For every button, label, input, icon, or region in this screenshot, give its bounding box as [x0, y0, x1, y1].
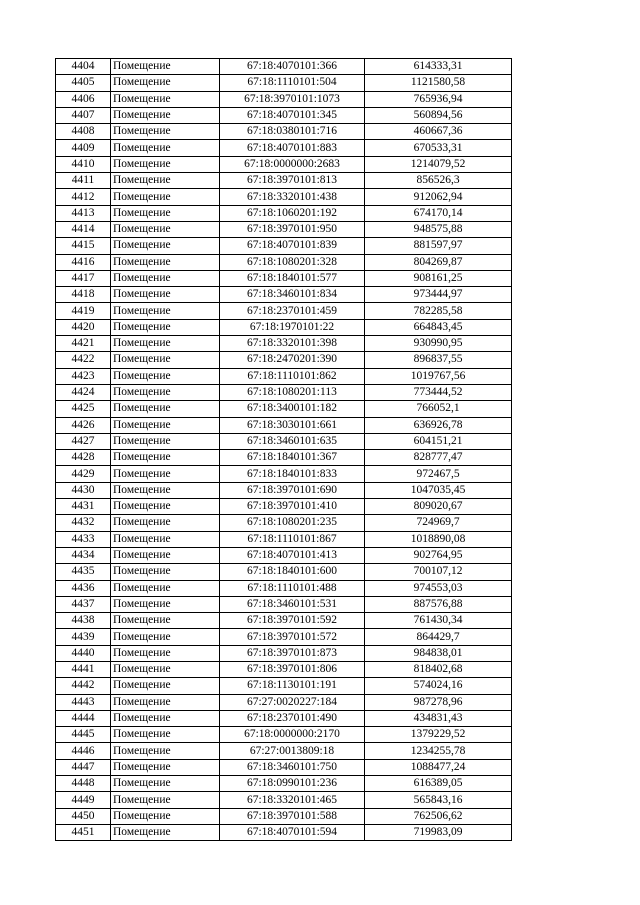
cadastral-number-cell: 67:18:1080201:235 [220, 515, 365, 531]
table-row [56, 221, 512, 237]
table-row [56, 613, 512, 629]
object-type-cell: Помещение [111, 710, 220, 726]
value-cell: 828777,47 [365, 450, 512, 466]
row-number-cell: 4420 [56, 319, 111, 335]
table-row [56, 238, 512, 254]
table-row [56, 629, 512, 645]
cadastral-number-cell: 67:18:1840101:577 [220, 270, 365, 286]
value-cell: 912062,94 [365, 189, 512, 205]
object-type-cell: Помещение [111, 352, 220, 368]
object-type-cell: Помещение [111, 824, 220, 840]
table-row [56, 727, 512, 743]
cadastral-number-cell: 67:18:3970101:572 [220, 629, 365, 645]
value-cell: 460667,36 [365, 124, 512, 140]
object-type-cell: Помещение [111, 499, 220, 515]
row-number-cell: 4421 [56, 336, 111, 352]
cadastral-number-cell: 67:18:0000000:2683 [220, 156, 365, 172]
value-cell: 809020,67 [365, 499, 512, 515]
table-row [56, 580, 512, 596]
value-cell: 1121580,58 [365, 75, 512, 91]
table-row [56, 189, 512, 205]
cadastral-number-cell: 67:18:3460101:531 [220, 596, 365, 612]
table-row [56, 547, 512, 563]
value-cell: 930990,95 [365, 336, 512, 352]
value-cell: 766052,1 [365, 401, 512, 417]
table-row [56, 645, 512, 661]
row-number-cell: 4418 [56, 287, 111, 303]
table-row [56, 124, 512, 140]
table-row [56, 433, 512, 449]
object-type-cell: Помещение [111, 401, 220, 417]
row-number-cell: 4445 [56, 727, 111, 743]
registry-table-body [56, 59, 512, 841]
cadastral-number-cell: 67:18:1080201:328 [220, 254, 365, 270]
value-cell: 1018890,08 [365, 531, 512, 547]
row-number-cell: 4434 [56, 547, 111, 563]
cadastral-number-cell: 67:18:3970101:813 [220, 173, 365, 189]
value-cell: 560894,56 [365, 107, 512, 123]
value-cell: 974553,03 [365, 580, 512, 596]
value-cell: 864429,7 [365, 629, 512, 645]
row-number-cell: 4410 [56, 156, 111, 172]
cadastral-number-cell: 67:18:4070101:883 [220, 140, 365, 156]
cadastral-number-cell: 67:18:3970101:806 [220, 661, 365, 677]
value-cell: 1214079,52 [365, 156, 512, 172]
row-number-cell: 4431 [56, 499, 111, 515]
table-row [56, 776, 512, 792]
object-type-cell: Помещение [111, 124, 220, 140]
table-row [56, 107, 512, 123]
row-number-cell: 4407 [56, 107, 111, 123]
object-type-cell: Помещение [111, 661, 220, 677]
table-row [56, 564, 512, 580]
row-number-cell: 4443 [56, 694, 111, 710]
object-type-cell: Помещение [111, 156, 220, 172]
table-row [56, 482, 512, 498]
row-number-cell: 4424 [56, 384, 111, 400]
table-row [56, 466, 512, 482]
cadastral-number-cell: 67:18:3970101:410 [220, 499, 365, 515]
row-number-cell: 4450 [56, 808, 111, 824]
cadastral-number-cell: 67:18:3970101:592 [220, 613, 365, 629]
table-row [56, 401, 512, 417]
table-row [56, 743, 512, 759]
table-row [56, 352, 512, 368]
value-cell: 674170,14 [365, 205, 512, 221]
table-row [56, 678, 512, 694]
value-cell: 973444,97 [365, 287, 512, 303]
object-type-cell: Помещение [111, 368, 220, 384]
row-number-cell: 4441 [56, 661, 111, 677]
object-type-cell: Помещение [111, 580, 220, 596]
object-type-cell: Помещение [111, 75, 220, 91]
row-number-cell: 4449 [56, 792, 111, 808]
table-row [56, 596, 512, 612]
value-cell: 670533,31 [365, 140, 512, 156]
cadastral-number-cell: 67:18:3460101:834 [220, 287, 365, 303]
table-row [56, 450, 512, 466]
cadastral-number-cell: 67:18:4070101:366 [220, 59, 365, 75]
value-cell: 434831,43 [365, 710, 512, 726]
object-type-cell: Помещение [111, 564, 220, 580]
object-type-cell: Помещение [111, 189, 220, 205]
table-row [56, 156, 512, 172]
object-type-cell: Помещение [111, 270, 220, 286]
row-number-cell: 4440 [56, 645, 111, 661]
cadastral-number-cell: 67:18:3320101:465 [220, 792, 365, 808]
object-type-cell: Помещение [111, 221, 220, 237]
row-number-cell: 4436 [56, 580, 111, 596]
value-cell: 616389,05 [365, 776, 512, 792]
cadastral-number-cell: 67:18:4070101:839 [220, 238, 365, 254]
cadastral-number-cell: 67:18:3320101:398 [220, 336, 365, 352]
table-row [56, 287, 512, 303]
cadastral-number-cell: 67:18:1840101:833 [220, 466, 365, 482]
cadastral-number-cell: 67:18:3970101:950 [220, 221, 365, 237]
row-number-cell: 4429 [56, 466, 111, 482]
object-type-cell: Помещение [111, 59, 220, 75]
object-type-cell: Помещение [111, 482, 220, 498]
row-number-cell: 4417 [56, 270, 111, 286]
row-number-cell: 4448 [56, 776, 111, 792]
object-type-cell: Помещение [111, 140, 220, 156]
cadastral-number-cell: 67:18:1840101:367 [220, 450, 365, 466]
cadastral-number-cell: 67:18:1110101:867 [220, 531, 365, 547]
cadastral-number-cell: 67:18:2370101:490 [220, 710, 365, 726]
value-cell: 765936,94 [365, 91, 512, 107]
table-row [56, 336, 512, 352]
object-type-cell: Помещение [111, 173, 220, 189]
object-type-cell: Помещение [111, 808, 220, 824]
cadastral-number-cell: 67:18:1110101:862 [220, 368, 365, 384]
object-type-cell: Помещение [111, 417, 220, 433]
value-cell: 804269,87 [365, 254, 512, 270]
row-number-cell: 4426 [56, 417, 111, 433]
row-number-cell: 4415 [56, 238, 111, 254]
table-row [56, 808, 512, 824]
row-number-cell: 4425 [56, 401, 111, 417]
table-row [56, 384, 512, 400]
row-number-cell: 4437 [56, 596, 111, 612]
value-cell: 773444,52 [365, 384, 512, 400]
value-cell: 1047035,45 [365, 482, 512, 498]
object-type-cell: Помещение [111, 645, 220, 661]
value-cell: 604151,21 [365, 433, 512, 449]
row-number-cell: 4409 [56, 140, 111, 156]
row-number-cell: 4413 [56, 205, 111, 221]
object-type-cell: Помещение [111, 759, 220, 775]
value-cell: 896837,55 [365, 352, 512, 368]
table-row [56, 140, 512, 156]
cadastral-number-cell: 67:18:3400101:182 [220, 401, 365, 417]
cadastral-number-cell: 67:18:4070101:594 [220, 824, 365, 840]
object-type-cell: Помещение [111, 792, 220, 808]
row-number-cell: 4423 [56, 368, 111, 384]
table-row [56, 319, 512, 335]
row-number-cell: 4414 [56, 221, 111, 237]
row-number-cell: 4439 [56, 629, 111, 645]
value-cell: 664843,45 [365, 319, 512, 335]
value-cell: 856526,3 [365, 173, 512, 189]
row-number-cell: 4433 [56, 531, 111, 547]
cadastral-number-cell: 67:18:4070101:413 [220, 547, 365, 563]
value-cell: 902764,95 [365, 547, 512, 563]
object-type-cell: Помещение [111, 91, 220, 107]
row-number-cell: 4411 [56, 173, 111, 189]
object-type-cell: Помещение [111, 629, 220, 645]
object-type-cell: Помещение [111, 776, 220, 792]
value-cell: 1234255,78 [365, 743, 512, 759]
table-row [56, 91, 512, 107]
value-cell: 1019767,56 [365, 368, 512, 384]
row-number-cell: 4444 [56, 710, 111, 726]
object-type-cell: Помещение [111, 384, 220, 400]
value-cell: 948575,88 [365, 221, 512, 237]
value-cell: 574024,16 [365, 678, 512, 694]
object-type-cell: Помещение [111, 238, 220, 254]
cadastral-number-cell: 67:18:3460101:635 [220, 433, 365, 449]
object-type-cell: Помещение [111, 743, 220, 759]
row-number-cell: 4416 [56, 254, 111, 270]
table-row [56, 515, 512, 531]
object-type-cell: Помещение [111, 319, 220, 335]
row-number-cell: 4405 [56, 75, 111, 91]
value-cell: 1379229,52 [365, 727, 512, 743]
cadastral-number-cell: 67:18:2470201:390 [220, 352, 365, 368]
value-cell: 908161,25 [365, 270, 512, 286]
table-row [56, 173, 512, 189]
value-cell: 700107,12 [365, 564, 512, 580]
cadastral-number-cell: 67:18:3320101:438 [220, 189, 365, 205]
row-number-cell: 4428 [56, 450, 111, 466]
object-type-cell: Помещение [111, 678, 220, 694]
object-type-cell: Помещение [111, 694, 220, 710]
cadastral-number-cell: 67:18:4070101:345 [220, 107, 365, 123]
value-cell: 881597,97 [365, 238, 512, 254]
object-type-cell: Помещение [111, 596, 220, 612]
cadastral-number-cell: 67:18:0000000:2170 [220, 727, 365, 743]
value-cell: 972467,5 [365, 466, 512, 482]
object-type-cell: Помещение [111, 303, 220, 319]
table-row [56, 417, 512, 433]
object-type-cell: Помещение [111, 547, 220, 563]
registry-table [55, 58, 512, 841]
object-type-cell: Помещение [111, 727, 220, 743]
cadastral-number-cell: 67:18:1130101:191 [220, 678, 365, 694]
cadastral-number-cell: 67:18:3970101:1073 [220, 91, 365, 107]
cadastral-number-cell: 67:18:1080201:113 [220, 384, 365, 400]
cadastral-number-cell: 67:18:3030101:661 [220, 417, 365, 433]
table-row [56, 75, 512, 91]
cadastral-number-cell: 67:18:1840101:600 [220, 564, 365, 580]
object-type-cell: Помещение [111, 466, 220, 482]
table-row [56, 694, 512, 710]
cadastral-number-cell: 67:18:0990101:236 [220, 776, 365, 792]
object-type-cell: Помещение [111, 205, 220, 221]
object-type-cell: Помещение [111, 287, 220, 303]
row-number-cell: 4435 [56, 564, 111, 580]
value-cell: 724969,7 [365, 515, 512, 531]
object-type-cell: Помещение [111, 531, 220, 547]
cadastral-number-cell: 67:27:0020227:184 [220, 694, 365, 710]
cadastral-number-cell: 67:18:3460101:750 [220, 759, 365, 775]
object-type-cell: Помещение [111, 107, 220, 123]
table-row [56, 710, 512, 726]
value-cell: 984838,01 [365, 645, 512, 661]
row-number-cell: 4432 [56, 515, 111, 531]
row-number-cell: 4451 [56, 824, 111, 840]
cadastral-number-cell: 67:18:1970101:22 [220, 319, 365, 335]
table-row [56, 792, 512, 808]
value-cell: 987278,96 [365, 694, 512, 710]
row-number-cell: 4442 [56, 678, 111, 694]
table-row [56, 59, 512, 75]
table-row [56, 759, 512, 775]
row-number-cell: 4447 [56, 759, 111, 775]
table-row [56, 254, 512, 270]
object-type-cell: Помещение [111, 515, 220, 531]
value-cell: 614333,31 [365, 59, 512, 75]
table-row [56, 205, 512, 221]
cadastral-number-cell: 67:18:3970101:873 [220, 645, 365, 661]
row-number-cell: 4446 [56, 743, 111, 759]
value-cell: 719983,09 [365, 824, 512, 840]
table-row [56, 499, 512, 515]
table-row [56, 303, 512, 319]
value-cell: 887576,88 [365, 596, 512, 612]
row-number-cell: 4404 [56, 59, 111, 75]
row-number-cell: 4422 [56, 352, 111, 368]
value-cell: 761430,34 [365, 613, 512, 629]
value-cell: 636926,78 [365, 417, 512, 433]
cadastral-number-cell: 67:18:1110101:504 [220, 75, 365, 91]
value-cell: 782285,58 [365, 303, 512, 319]
value-cell: 1088477,24 [365, 759, 512, 775]
row-number-cell: 4430 [56, 482, 111, 498]
row-number-cell: 4406 [56, 91, 111, 107]
row-number-cell: 4427 [56, 433, 111, 449]
row-number-cell: 4408 [56, 124, 111, 140]
table-row [56, 661, 512, 677]
table-row [56, 824, 512, 840]
object-type-cell: Помещение [111, 450, 220, 466]
table-row [56, 368, 512, 384]
row-number-cell: 4419 [56, 303, 111, 319]
cadastral-number-cell: 67:18:3970101:588 [220, 808, 365, 824]
row-number-cell: 4412 [56, 189, 111, 205]
row-number-cell: 4438 [56, 613, 111, 629]
value-cell: 565843,16 [365, 792, 512, 808]
cadastral-number-cell: 67:18:1060201:192 [220, 205, 365, 221]
cadastral-number-cell: 67:27:0013809:18 [220, 743, 365, 759]
table-row [56, 270, 512, 286]
cadastral-number-cell: 67:18:0380101:716 [220, 124, 365, 140]
value-cell: 818402,68 [365, 661, 512, 677]
object-type-cell: Помещение [111, 613, 220, 629]
cadastral-number-cell: 67:18:1110101:488 [220, 580, 365, 596]
object-type-cell: Помещение [111, 336, 220, 352]
object-type-cell: Помещение [111, 433, 220, 449]
value-cell: 762506,62 [365, 808, 512, 824]
cadastral-number-cell: 67:18:3970101:690 [220, 482, 365, 498]
table-row [56, 531, 512, 547]
cadastral-number-cell: 67:18:2370101:459 [220, 303, 365, 319]
object-type-cell: Помещение [111, 254, 220, 270]
